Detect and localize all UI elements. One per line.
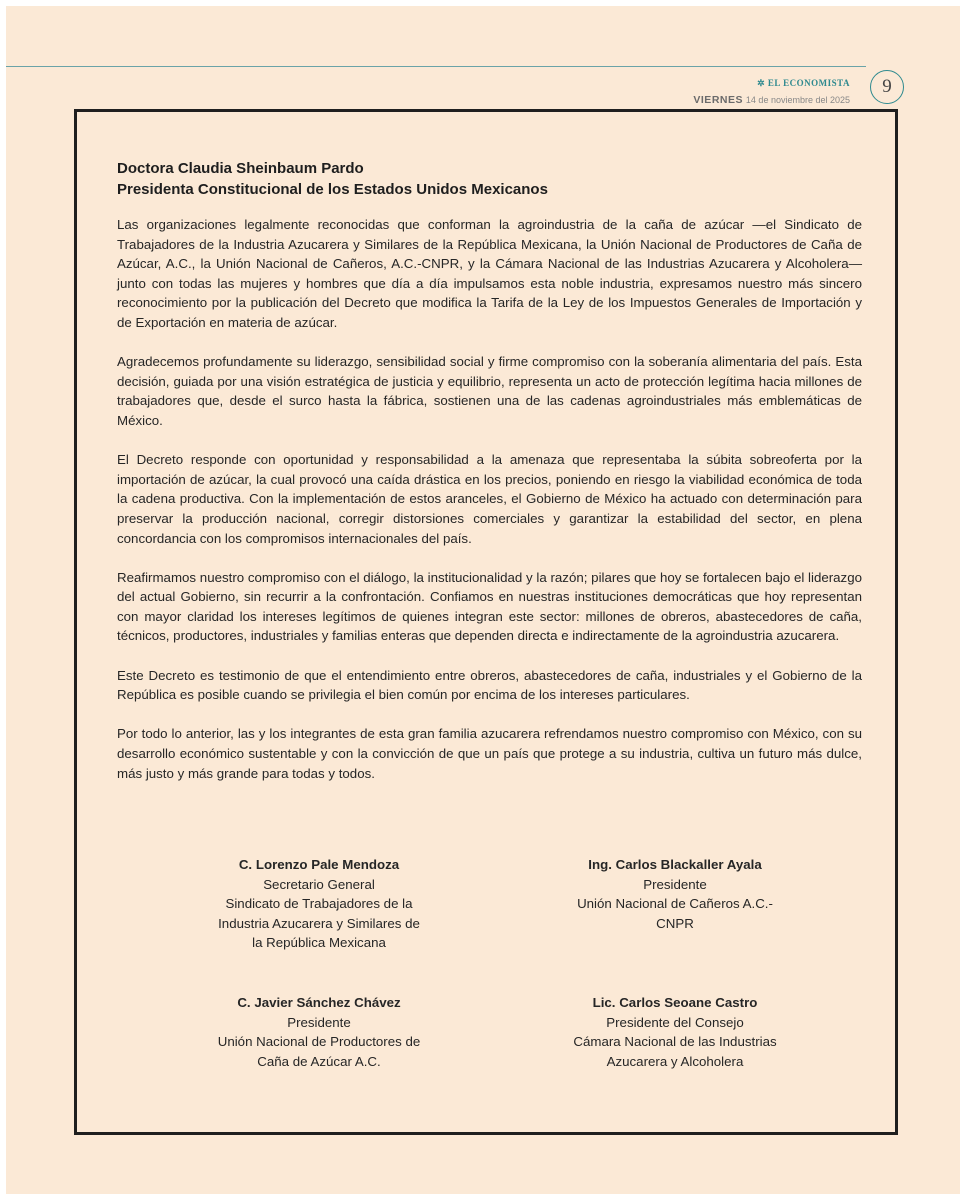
body-paragraph: Reafirmamos nuestro compromiso con el diálogo, la institucionalidad y la razón; pilares que hoy se fortalecen bajo el liderazgo del actual Gobierno, sin recurrir a la confrontación. Confiamos en nuestras instituciones democráticas que hoy representan con mayor claridad los intereses legítimos de quienes integran este sector: millones de obreros, abastecedores de caña, técnicos, productores, industriales y familias enteras que dependen directa e indirectamente de la agroindustria azucarera.	[117, 569, 862, 644]
signature-block	[525, 993, 825, 1071]
issue-date	[693, 94, 850, 106]
letter-frame	[74, 109, 898, 1135]
addressee-title: Presidenta Constitucional de los Estados Unidos Mexicanos	[117, 181, 548, 198]
signatory-role: Presidente	[287, 1014, 351, 1030]
newspaper-page	[6, 6, 960, 1194]
signatory-organization: Caña de Azúcar A.C.	[257, 1053, 381, 1069]
issue-date-text: 14 de noviembre del 2025	[745, 95, 850, 105]
signature-block	[169, 855, 469, 953]
body-paragraph: Por todo lo anterior, las y los integrantes de esta gran familia azucarera refrendamos nuestro compromiso con México, con su desarrollo económico sustentable y con la convicción de que un país que protege a su industria, cultiva un futuro más dulce, más justo y más grande para todas y todos.	[117, 726, 862, 781]
signatory-organization: la República Mexicana	[252, 935, 386, 951]
addressee	[117, 158, 548, 200]
signature-block	[169, 993, 469, 1071]
addressee-name: Doctora Claudia Sheinbaum Pardo	[117, 160, 364, 177]
signatory-name: Ing. Carlos Blackaller Ayala	[588, 857, 762, 872]
signatory-organization: Unión Nacional de Cañeros A.C.-	[577, 896, 773, 912]
page-number: 9	[870, 70, 904, 104]
signatory-role: Secretario General	[263, 876, 375, 892]
signatory-role: Presidente del Consejo	[606, 1014, 744, 1030]
issue-day: VIERNES	[693, 94, 743, 106]
body-paragraph: Agradecemos profundamente su liderazgo, sensibilidad social y firme compromiso con la soberanía alimentaria del país. Esta decisión, guiada por una visión estratégica de justicia y equilibrio, representa un acto de protección legítima hacia millones de trabajadores que, desde el surco hasta la fábrica, sostienen una de las cadenas agroindustriales más emblemáticas de México.	[117, 354, 862, 428]
signatory-role: Presidente	[643, 876, 707, 892]
letter-body	[117, 215, 862, 803]
body-paragraph: Este Decreto es testimonio de que el entendimiento entre obreros, abastecedores de caña, industriales y el Gobierno de la República es posible cuando se privilegia el bien común por encima de los intereses particulares.	[117, 667, 862, 703]
signatory-name: C. Javier Sánchez Chávez	[237, 995, 401, 1010]
signatory-organization: CNPR	[656, 915, 694, 931]
signatory-organization: Industria Azucarera y Similares de	[218, 915, 420, 931]
body-paragraph: El Decreto responde con oportunidad y responsabilidad a la amenaza que representaba la súbita sobreoferta por la importación de azúcar, la cual provocó una caída drástica en los precios, poniendo en riesgo la viabilidad económica de toda la cadena productiva. Con la implementación de estos aranceles, el Gobierno de México ha actuado con determinación para preservar la producción nacional, corregir distorsiones comerciales y garantizar la estabilidad del sector, en plena concordancia con los compromisos internacionales del país.	[117, 452, 862, 546]
signature-block	[525, 855, 825, 933]
signatory-organization: Unión Nacional de Productores de	[217, 1034, 421, 1050]
masthead-logo: ✲ EL ECONOMISTA	[757, 78, 850, 88]
signatory-organization: Azucarera y Alcoholera	[606, 1053, 744, 1069]
signatory-organization: Sindicato de Trabajadores de la	[225, 896, 413, 912]
signatory-name: Lic. Carlos Seoane Castro	[592, 995, 758, 1010]
signatory-organization: Cámara Nacional de las Industrias	[573, 1034, 777, 1050]
header-rule	[6, 66, 866, 67]
signatory-name: C. Lorenzo Pale Mendoza	[238, 857, 400, 872]
body-paragraph: Las organizaciones legalmente reconocidas que conforman la agroindustria de la caña de azúcar —el Sindicato de Trabajadores de la Industria Azucarera y Similares de la República Mexicana, la Unión Nacional de Productores de Caña de Azúcar, A.C., la Unión Nacional de Cañeros, A.C.-CNPR, y la Cámara Nacional de las Industrias Azucarera y Alcoholera— junto con todas las mujeres y hombres que día a día impulsamos esta noble industria, expresamos nuestro más sincero reconocimiento por la publicación del Decreto que modifica la Tarifa de la Ley de los Impuestos Generales de Importación y de Exportación en materia de azúcar.	[117, 217, 862, 330]
